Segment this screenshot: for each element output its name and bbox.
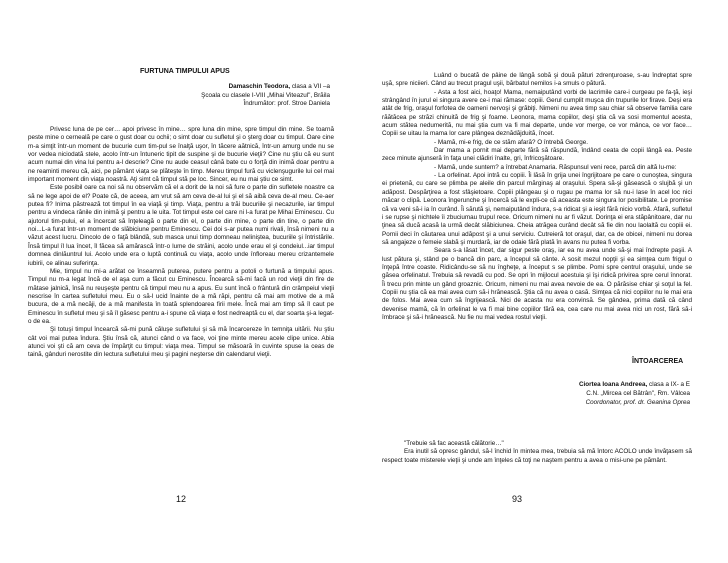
paragraph: Mie, timpul nu mi-a arătat ce înseamnă puterea, putere pentru a potoli o furtună a timpului apus. Timpul nu m-a legat încă de el aşa cum a făcut cu Eminescu. Încearcă să-mi facă un rod vieţii din fire de mătase jalnică, însă nu reuşeşte pentru că timpul meu nu a apus. Eu sunt încă o frântură din crâmpeiul vieţii nescrise în cartea sufletului meu. Eu o să-l ucid înainte de a mă răpi, pentru că mai am motive de a mă bucura, de a mă necăji, de a mă manifesta în toată splendoarea firii mele. Încă mai am timp să îl caut pe Eminescu în sufletul meu şi să îl găsesc pentru a-i spune că viaţa e fost nedreaptă cu el, dar soarta şi-a legat-o de ea. (28, 267, 334, 325)
page-number: 12 (176, 494, 187, 504)
paragraph: - Mamă, mi-e frig, de ce stăm afară? O întrebă George. (434, 138, 588, 146)
author2-line (504, 381, 690, 389)
paragraph: - La orfelinat. Apoi intră cu copiii. Îi lăsă în grija unei îngrijitoare pe care o cunoştea, singura ei prietenă, cu care se plimba pe aleile din parcul mărginaş al oraşului. Spera să-şi găsească o slujbă şi un adăpost. Despărţirea a fost sfâşietoare. Copiii plângeau şi o rugau pe mama lor să nu-i lase în acel loc nici măcar o clipă. Leonora îngerunche şi încercă să le expli-ce că aceasta este singura lor posibilitate. Le promise că va veni să-i ia în curând. Îi sărută şi, nemaiputând îndura, s-a ridicat şi a ieşit fără nicio vorbă. Afară, sufletul i se rupse şi nichtele îi zbuciumau trupul rece. Oricum nimeni nu ar fi văzut. Dorinţa ei era stăpânitoare, dar nu ţinea să ducă acasă la urmă decât slăbiciunea. Cheia atrăgea curând decât să fie din nou laolaltă cu copiii ei. Pornii deci în căutarea unui adăpost şi a unui serviciu. Cutreieră tot oraşul, dar, ca de obicei, nimeni nu dorea să angajeze o femeie slabă şi murdară, iar de odaie fără plată în avans nu putea fi vorba. (382, 172, 692, 246)
author-name: Damaschin Teodora, (228, 83, 291, 90)
paragraph: Seara s-a lăsat încet, dar sigur peste oraş, iar ea nu avea unde să-şi mai îndrepte paşii. A lust pătura şi, stând pe o bancă din parc, a începul să cânte. A sosit mezul nopţii şi ea simţea cum frigul o înţepă între coaste. Ridicându-se să nu îngheţe, a început s se plimbe. Pomi spre centrul oraşului, unde se găsea orfelinatul. Trebuia să revadă cu pod. Se opri în mijlocul acestuia şi îşi ridică privirea spre cerul înnorat. Îi trecu prin minte un gând groaznic. Oricum, nimeni nu mai avea nevoie de ea. O părăsise chiar şi soţul la fel. Copiii nu ştia că ea mai avea cum să-i hrănească. Ştia că nu avea o casă. Simţea că nici copiilor nu le mai era de folos. Mai avea cum să îngrijească. Nici de acasta nu era convinsă. Se gândea, prima dată că când devenise mamă, că în orfelinat le va fi mai bine copiilor fără ea, cea care nu mai avea nici un rost, fără să-i îmbrace şi să-i hrănească. Nu fie nu mai vedea rostul vieţii. (382, 247, 692, 321)
story-body (382, 72, 692, 322)
author2-name: Ciortea Ioana Andreea, (578, 381, 648, 388)
paragraph: Privesc luna de pe cer… apoi privesc în mine… spre luna din mine, spre timpul din mine. Se toarnă peste mine o cerneală pe care o gust doar cu ochii; o simt doar cu sufletul şi o şterg doar cu timpul. Oare cine m-a simţit într-un moment de bucurie cum tim-pul se înalţă uşor, în tăcere aătnică, într-un amurg unde nu se vor vedea niciodată stele, acolo într-un întuneric tipit de suspine şi de bucurie vieţii? Cine nu ştiu că eu sunt acum numai din vina lui pentru a-l descrie? Cine nu aude ceasul cână bate cu o forţă din inimă doar pentru a ne reaminti mereu că, aici, pe pământ viaţa se plăteşte în timp. Mereu timpul fură cu viclenşugurile lui cel mai important moment din viaţa noastră. Aţi simt că timpul stă pe loc. Sincer, eu nu mai ştiu ce simt. (28, 126, 334, 184)
author-class: clasa a VII –a (290, 83, 330, 90)
quote: "Trebuie să fac această călătorie…" (404, 440, 504, 447)
right-page (364, 0, 728, 563)
teacher-line: Îndrumător: prof. Stroe Daniela (243, 100, 330, 107)
paragraph: Este posibil oare ca noi să nu observăm că el a dorit de la noi să fure o parte din sufletele noastre ca să ne lege apoi de el? Poate că, de aceea, am vrut să am ceva de-al lui şi el să aibă ceva de-al meu. Ce-aer putea fi? Inima păstrează tot timpul în ea viaţă şi timp. Viaţa, pentru a trăi bucuriile şi necazurile, iar timpul pentru a vindeca rănile din inimă şi pentru a le uita. Tot timpul este cel care ni l-a furat pe Mihai Eminescu. Cu ajutorul tim-pului, el a încercat să înţeleagă o parte din el, o parte din mine, o parte din tine, o parte din noi...L-a furat într-un moment de slăbiciune pentru Eminescu. Cei doi s-ar putea numi rivali, însă nimeni nu a văzut acest lucru. Dincolo de o faţă blândă, sub masca unui timp domneau neliniştea, bucuriile şi întristările. Însă timpul îl lua încet, îl făcea să amărască într-o lume de străini, acolo unde erau el şi condeiul...iar timpul domnea dinlăuntrul lui. Acolo unde era o luptă continuă cu viaţa, acolo unde înfloreau mereu crizantemele iubirii, ce alinau suferinţa. (28, 184, 334, 267)
paragraph: Luând o bucată de pâine de lângă sobă şi două pături zdrenţuroase, s-au îndreptat spre uşă, spre niciieri. Când au trecut pragul uşii, bărbatul nemilos i-a smuls o pătură. (382, 72, 692, 88)
paragraph: - Mamă, unde suntem? a întrebat Anamaria. Răspunsul veni rece, parcă din altă lu-me: (434, 163, 677, 171)
teacher2-line: Coordonator, prof. dr. Geanina Oprea (585, 399, 690, 406)
page-number: 93 (512, 494, 523, 504)
story2-body (382, 440, 692, 465)
article-title: FURTUNA TIMPULUI APUS (140, 68, 230, 75)
school2-line: C.N. „Mircea cel Bătrân", Rm. Vâlcea (586, 390, 690, 397)
author2-class: clasa a IX- a E (647, 381, 690, 388)
section-title: ÎNTOARCEREA (632, 358, 684, 365)
paragraph: Şi totuşi timpul încearcă să-mi pună căluşe sufletului şi să mă încarcereze în temniţa uitării. Nu ştiu cât voi mai putea îndura. Ştiu însă că, atunci când o va face, voi ţine minte mereu acele clipe unice. Abia atunci voi şti că am ceva de împărţit cu timpul: viaţa mea. Timpul se măsoară în cuvinte spuse la ceas de taină, gânduri nerostite din lectura sufletului meu şi pagini neşterse din calendarul vieţii. (28, 326, 334, 359)
paragraph: Era inutil să opresc gândul, să-l închid în mintea mea, trebuia să mă întorc ACOLO unde învăţasem să respect toate misterele vieţii şi unde am înţeles că toţi ne naştem pentru a avea o misi-une pe pământ. (382, 448, 692, 464)
article-body (28, 126, 334, 360)
paragraph: Dar mama a pornit mai departe fără să răspundă, îndând ceata de copii lângă ea. Peste zece minute ajunseră în faţa unei clădiri înalte, gri, înfricoşătoare. (382, 147, 692, 163)
paragraph: - Asta a fost aici, hoaţo! Mama, nemaiputând vorbi de lacrimile care-i curgeau pe fa-ţă, ieşi strângând în jurul ei singura avere ce-i mai rămase: copiii. Gerul cumplit muşca din trupurile lor firave. Deşi era atât de frig, oraşul forfotea de oameni nervoşi şi grăbiţi. Nimeni nu avea timp sau chiar să observe familia care răătăcea pe străzi chinuită de frig şi foame. Leonora, mama copiilor, deşi ştia că va sosi momentul acesta, acum stătea nedumerită, nu mai ştia cum va fi mai departe, unde vor merge, ce vor mânca, ce vor face… Copiii se uitau la mama lor care plângea deznădăjduită, încet. (382, 88, 692, 138)
school-line: Şcoala cu clasele I-VIII „Mihai Viteazul", Brăila (201, 91, 330, 99)
author-line (120, 83, 330, 91)
